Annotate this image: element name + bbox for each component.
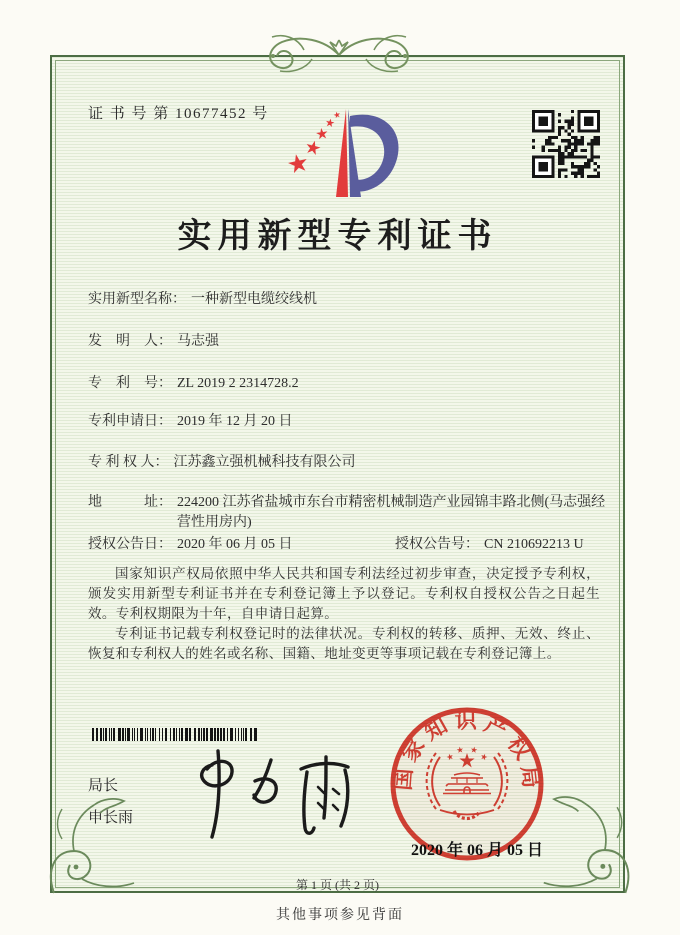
field-row-filing-date [88, 412, 293, 432]
legal-paragraph-1: 国家知识产权局依照中华人民共和国专利法经过初步审查，决定授予专利权，颁发实用新型专利证书并在专利登记簿上予以登记。专利权自授权公告之日起生效。专利权期限为十年，自申请日起算。 [88, 566, 600, 621]
field-value-address: 224200 江苏省盐城市东台市精密机械制造产业园锦丰路北侧(马志强经营性用房内) [177, 495, 606, 530]
field-row-patentee [88, 453, 356, 473]
seal-text: 国家知识产权局 [389, 707, 545, 792]
field-value-patentee: 江苏鑫立强机械科技有限公司 [173, 455, 356, 470]
field-value-filing-date: 2019 年 12 月 20 日 [177, 414, 293, 429]
field-label-patent-no: 专 利 号： [88, 376, 172, 391]
field-label-patentee: 专 利 权 人： [88, 455, 169, 470]
handwritten-signature [185, 747, 360, 847]
field-pair-grant-no [395, 535, 584, 555]
field-label-inventor: 发 明 人： [88, 334, 172, 349]
field-row-address [88, 493, 609, 533]
signer-title: 局长 [88, 778, 119, 794]
field-label-grant-date: 授权公告日： [88, 537, 172, 552]
field-label-address: 地 址： [88, 495, 172, 510]
certificate-sheet [50, 55, 625, 893]
field-label-filing-date: 专利申请日： [88, 414, 172, 429]
field-row-patent-no [88, 374, 299, 394]
field-row-patent-name [88, 290, 317, 310]
field-value-grant-no: CN 210692213 U [484, 537, 584, 552]
cnipa-logo-icon [264, 107, 402, 204]
field-value-grant-date: 2020 年 06 月 05 日 [177, 537, 293, 552]
back-side-note: 其他事项参见背面 [276, 908, 404, 923]
field-value-inventor: 马志强 [177, 334, 219, 349]
legal-paragraph-2: 专利证书记载专利权登记时的法律状况。专利权的转移、质押、无效、终止、恢复和专利权人的姓名或名称、国籍、地址变更等事项记载在专利登记簿上。 [88, 626, 600, 661]
certificate-number: 证 书 号 第 10677452 号 [88, 106, 269, 122]
legal-text-block [88, 564, 600, 664]
signer-name: 申长雨 [88, 810, 134, 826]
page-number: 第 1 页 (共 2 页) [296, 878, 379, 892]
seal-date: 2020 年 06 月 05 日 [410, 842, 543, 859]
field-row-grant [88, 535, 584, 555]
field-value-patent-no: ZL 2019 2 2314728.2 [177, 376, 299, 391]
field-label-patent-name: 实用新型名称： [88, 292, 186, 307]
field-row-inventor [88, 332, 219, 352]
field-label-grant-no: 授权公告号： [395, 537, 479, 552]
qr-code-icon [532, 110, 600, 183]
field-value-patent-name: 一种新型电缆绞线机 [191, 292, 317, 307]
barcode-icon [92, 728, 258, 741]
certificate-title: 实用新型专利证书 [177, 218, 498, 255]
